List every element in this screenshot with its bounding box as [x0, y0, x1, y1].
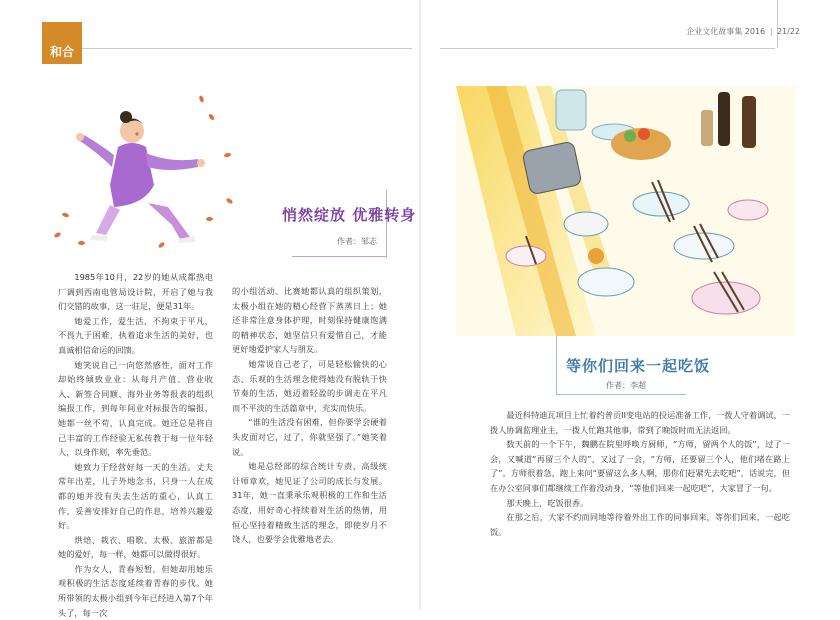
article-author: 作者：李超 [606, 381, 646, 390]
article-column-1 [58, 270, 213, 620]
title-rule-vertical [556, 336, 557, 394]
article-body-right [490, 408, 790, 539]
article-title: 等你们回来一起吃饭 [566, 357, 711, 375]
author-rule [292, 256, 387, 257]
petal-decoration [78, 241, 85, 245]
header-rule-right [440, 48, 775, 49]
article-column-2 [232, 284, 387, 547]
paragraph: 她常说自己老了，可是轻松愉快的心态、乐观的生活理念使得她没有脱轨于快节奏的生活，她迈着轻盈的步调走在平凡而不平淡的生活篇章中，充实而快乐。 [232, 358, 387, 413]
paragraph: 数天前的一个下午，魏鹏在院里呼唤方厨师，“方师，留两个人的饭”，过了一会，又喊道“再留三个人的”，又过了一会，“方师，还要留三个人，他们堵在路上了”。方师很着急，跑上来问“要留这么多人啊，那你们赶紧先去吃吧”，话说完，但在办公室同事们都继续工作着没动身，“等他们回来一起吃吧”，大家冒了一句。 [490, 439, 790, 493]
article-title: 悄然绽放 优雅转身 [282, 206, 417, 224]
paragraph: 她爱工作，爱生活，不拘束于平凡，不畏九于困难，执着追求生活的美好，也真诚相信命运的回馈。 [58, 315, 213, 355]
publication-title: 企业文化故事集 2016 [686, 27, 766, 36]
header-rule-left [82, 48, 412, 49]
paragraph: 那天晚上，吃饭很香。 [506, 497, 589, 508]
paragraph: 烘焙、栽衣、唱歌、太极、旅游都是她的爱好，每一样，她都可以做得很好。 [58, 534, 213, 560]
section-tab [42, 22, 82, 64]
author-rule [556, 394, 686, 395]
article-author: 作者：邹志 [337, 237, 377, 246]
paragraph: 她致力于经营好每一天的生活。丈夫常年出差，儿子外地念书，只身一人在成都的她并没有失去生活的重心，认真工作，妥善安排好自己的作息，培养兴趣爱好。 [58, 461, 213, 531]
page-numbers: 21/22 [776, 27, 800, 36]
paragraph: 1985年10月，22岁的她从成都热电厂调到西南电管局设计院，开启了她与我们交错的故事，这一驻足，便是31年。 [58, 272, 213, 312]
taichi-illustration [48, 95, 248, 255]
header-divider [777, 0, 778, 48]
food-table-illustration [456, 86, 796, 336]
paragraph: “谁的生活没有困难，但你要学会硬着头皮面对它，过了，你就坚强了。”她笑着说。 [232, 417, 387, 457]
paragraph: 她是总经部的综合统计专责、高级统计师章欢，她见证了公司的成长与发展。31年，她一直秉承乐观积极的工作和生活态度，用好奇心持续着对生活的热情，用恒心坚持着精致生活的理念，即使岁月不饶人，也要学会优雅地老去。 [232, 461, 387, 545]
paragraph: 的小组活动、比赛她都认真的组织策划，太极小组在她的精心经营下蒸蒸日上；她还非常注意身体护理，时刻保持健康饱满的精神状态，她坚信只有爱惜自己，才能更好地爱护家人与朋友。 [232, 286, 387, 355]
petal-decoration [206, 217, 213, 221]
paragraph: 她笑说自己一向悠然感性，面对工作却始终倾致业业：从每月产值、营业收入、新签合同额、海外业务等报表的组织编报工作，到每年间业对标报告的编报，她都一丝不苟，认真完成。她还总是将自己丰富的工作经验无私传教于每一位年轻人，以身作则，率先垂范。 [58, 359, 213, 458]
section-tab-label: 和合 [49, 45, 74, 59]
page-gutter [419, 0, 421, 610]
paragraph: 作为女人，青春短暂，但她却用她乐观积极的生活态度延续着青春的步伐。她所带领的太极小组到今年已经进入第7个年头了，每一次 [58, 563, 213, 618]
running-header: 企业文化故事集 2016 | 21/22 [686, 27, 800, 36]
paragraph: 在那之后，大家不约而同地等待着外出工作的同事回来，等你们回来，一起吃饭。 [490, 512, 790, 537]
paragraph: 最近科特迪瓦项目上忙着约普贡II变电站的投运准备工作，一拨人守着调试，一拨人协调监理业主，一拨人忙跑其他事，常到了晚饭时而无法返回。 [490, 410, 790, 435]
